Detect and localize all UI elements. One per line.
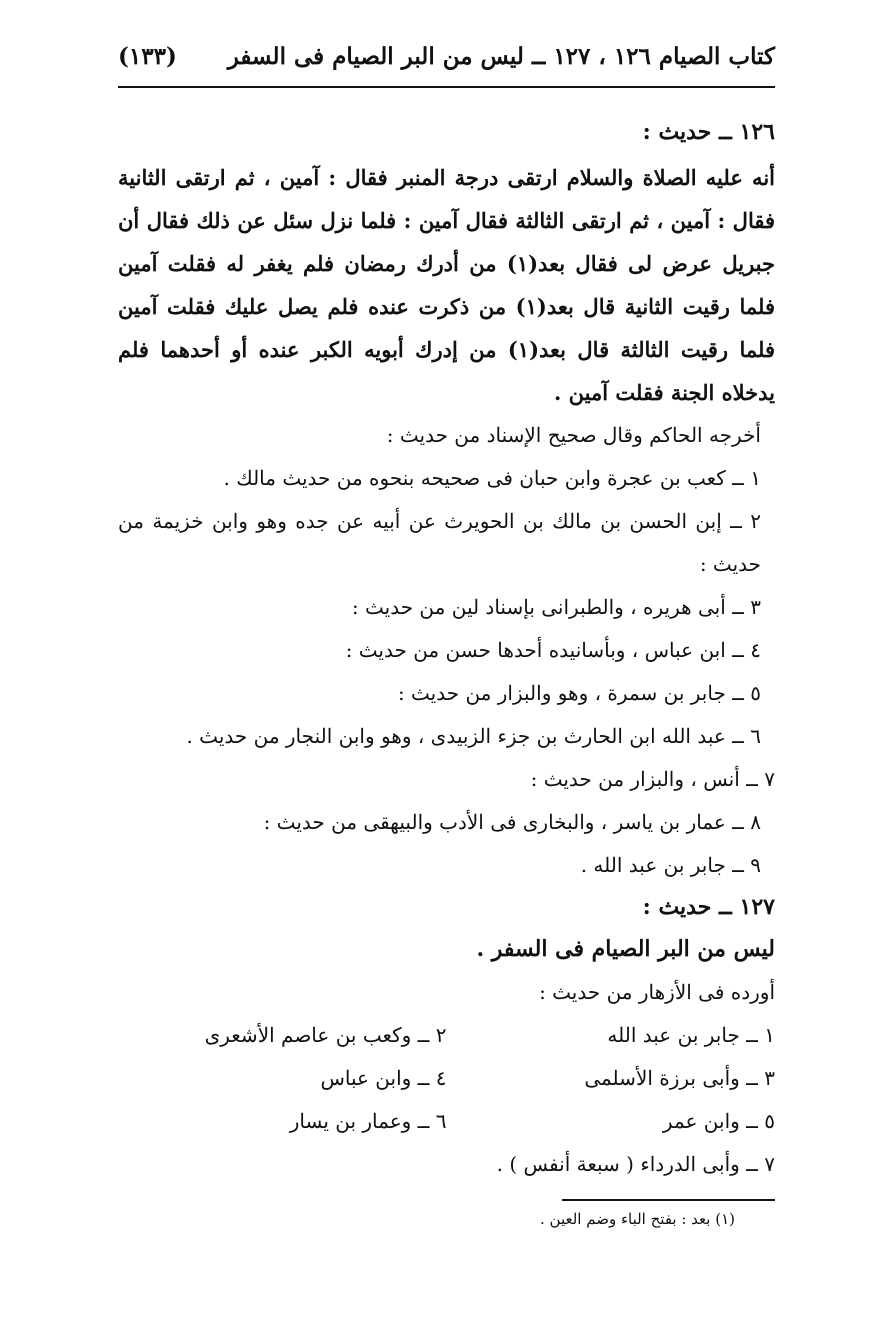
reference-item: ٣ ــ أبى هريره ، والطبرانى بإسناد لين من حديث : (351, 595, 761, 619)
footnote: (١) بعد : بفتح الباء وضم العين . (540, 1210, 735, 1228)
hadith-127-text: ليس من البر الصيام فى السفر . (476, 936, 775, 962)
hadith-126-heading: ١٢٦ ــ حديث : (642, 119, 775, 145)
reference-item: ٩ ــ جابر بن عبد الله . (580, 853, 761, 877)
page-number: (١٣٣) (118, 42, 177, 70)
narrators-grid (118, 1014, 775, 1186)
reference-item: ١ ــ كعب بن عجرة وابن حبان فى صحيحه بنحوه من حديث مالك . (223, 466, 761, 490)
reference-item: ٥ ــ جابر بن سمرة ، وهو والبزار من حديث : (397, 681, 761, 705)
narrator-item: ٢ ــ وكعب بن عاصم الأشعرى (204, 1023, 447, 1047)
reference-item: ٢ ــ إبن الحسن بن مالك بن الحويرث عن أبيه عن جده وهو وابن خزيمة من حديث : (118, 509, 761, 576)
narrator-item: ٤ ــ وابن عباس (320, 1066, 447, 1090)
narrator-item: ٦ ــ وعمار بن يسار (289, 1109, 447, 1133)
narrator-item: ٥ ــ وابن عمر (662, 1109, 775, 1133)
hadith-126-source-intro: أخرجه الحاكم وقال صحيح الإسناد من حديث : (386, 423, 761, 447)
narrator-item: ٧ ــ وأبى الدرداء ( سبعة أنفس ) . (496, 1152, 775, 1176)
running-header (118, 36, 775, 76)
hadith-127-heading: ١٢٧ ــ حديث : (642, 894, 775, 920)
reference-item: ٤ ــ ابن عباس ، وبأسانيده أحدها حسن من حديث : (345, 638, 761, 662)
hadith-127-source-intro: أورده فى الأزهار من حديث : (539, 980, 775, 1004)
reference-item: ٧ ــ أنس ، والبزار من حديث : (530, 767, 775, 791)
narrator-item: ٣ ــ وأبى برزة الأسلمى (584, 1066, 775, 1090)
reference-item: ٨ ــ عمار بن ياسر ، والبخارى فى الأدب والبيهقى من حديث : (263, 810, 761, 834)
narrator-item: ١ ــ جابر بن عبد الله (607, 1023, 775, 1047)
page-body (118, 112, 775, 1186)
reference-item: ٦ ــ عبد الله ابن الحارث بن جزء الزبيدى ، وهو وابن النجار من حديث . (186, 724, 761, 748)
header-divider (118, 86, 775, 88)
running-title: كتاب الصيام ١٢٦ ، ١٢٧ ــ ليس من البر الصيام فى السفر (227, 42, 775, 70)
footnote-divider (562, 1199, 775, 1201)
hadith-126-text: أنه عليه الصلاة والسلام ارتقى درجة المنبر فقال : آمين ، ثم ارتقى الثانية فقال : آمين ، ثم ارتقى الثالثة فقال آمين : فلما نزل سئل عن ذلك فقال أن جبريل عرض لى فقال بعد(١) من أدرك رمضان فلم يغفر له فقلت آمين فلما رقيت الثانية قال بعد(١) من ذكرت عنده فلم يصل عليك فقلت آمين فلما رقيت الثالثة قال بعد(١) من إدرك أبويه الكبر عنده أو أحدهما فلم يدخلاه الجنة فقلت آمين . (118, 165, 775, 405)
